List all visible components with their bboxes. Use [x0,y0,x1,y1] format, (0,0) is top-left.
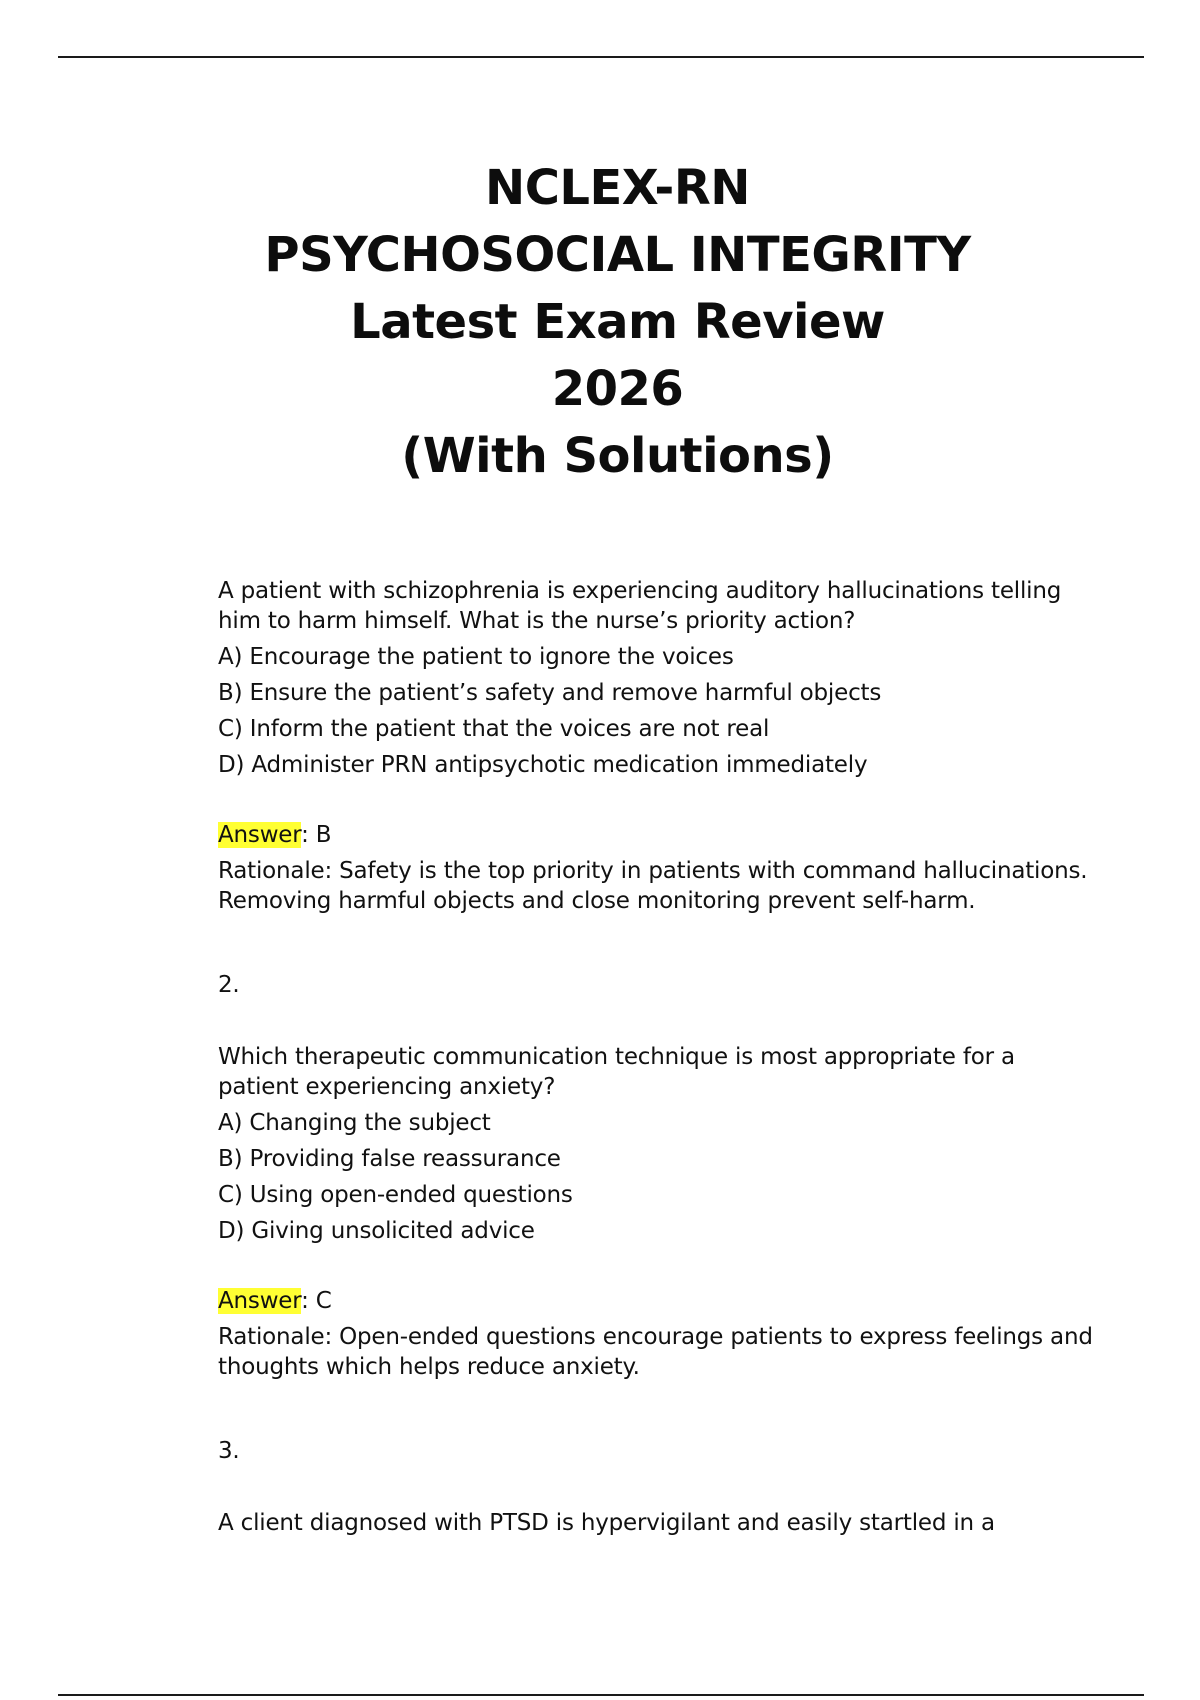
option-a: A) Changing the subject [218,1110,491,1136]
option-b: B) Ensure the patient’s safety and remove harmful objects [218,680,882,706]
answer-line [218,1286,1098,1316]
question-content [218,576,1098,1538]
option-d: D) Giving unsolicited advice [218,1218,535,1244]
option-a: A) Encourage the patient to ignore the voices [218,644,734,670]
question-block [218,1042,1098,1382]
title-line-5: (With Solutions) [401,428,834,484]
option-c: C) Using open-ended questions [218,1182,573,1208]
answer-label: Answer [218,822,302,848]
question-stem: A client diagnosed with PTSD is hypervigilant and easily startled in a [218,1510,995,1536]
answer-value: : C [301,1288,332,1314]
question-number: 2. [218,972,240,998]
top-rule [58,56,1144,58]
question-number: 3. [218,1438,240,1464]
question-block [218,576,1098,916]
options-list [218,1108,1098,1246]
question-block [218,1508,1098,1538]
option-c: C) Inform the patient that the voices are not real [218,716,770,742]
title-line-2: PSYCHOSOCIAL INTEGRITY [264,227,971,283]
answer-label: Answer [218,1288,302,1314]
rationale: Rationale: Open-ended questions encourage patients to express feelings and thoughts which helps reduce anxiety. [218,1324,1093,1380]
rationale: Rationale: Safety is the top priority in patients with command hallucinations. Removing harmful objects and close monitoring prevent self-harm. [218,858,1088,914]
bottom-rule [58,1694,1144,1696]
option-d: D) Administer PRN antipsychotic medication immediately [218,752,868,778]
options-list [218,642,1098,780]
document-title [0,155,1200,490]
option-b: B) Providing false reassurance [218,1146,561,1172]
title-line-1: NCLEX-RN [485,160,750,216]
answer-line [218,820,1098,850]
answer-value: : B [301,822,332,848]
question-stem: Which therapeutic communication technique is most appropriate for a patient experiencing anxiety? [218,1044,1015,1100]
title-line-3: Latest Exam Review [350,294,885,350]
question-stem: A patient with schizophrenia is experiencing auditory hallucinations telling him to harm himself. What is the nurse’s priority action? [218,578,1062,634]
title-line-4: 2026 [551,361,684,417]
